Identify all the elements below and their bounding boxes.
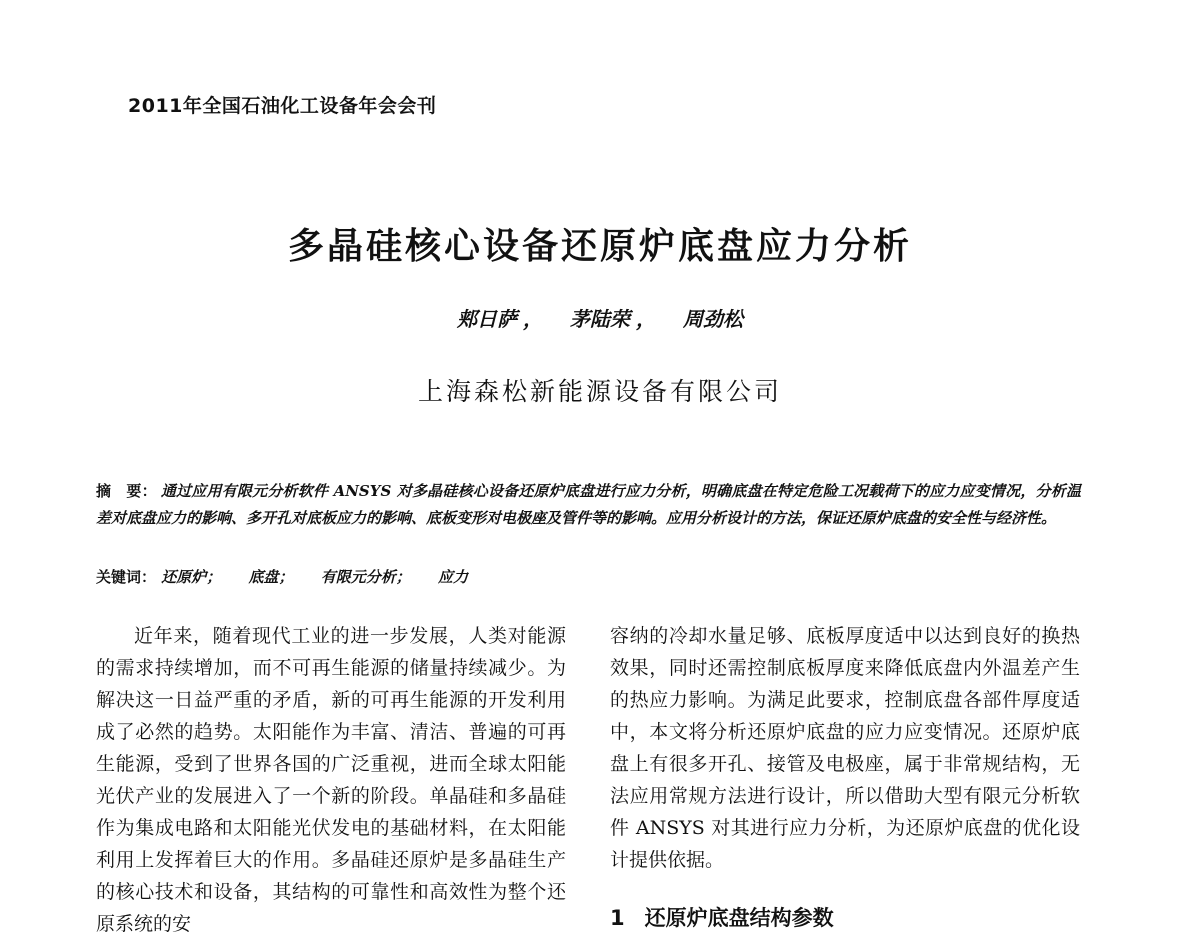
keywords (96, 566, 490, 587)
keyword-item: 应力 (438, 568, 469, 586)
author-name: 郏日萨 (457, 307, 518, 331)
abstract-text: 通过应用有限元分析软件 ANSYS 对多晶硅核心设备还原炉底盘进行应力分析，明确底盘在特定危险工况载荷下的应力应变情况，分析温差对底盘应力的影响、多开孔对底板应力的影响、底板变形对电极座及管件等的影响。应用分析设计的方法，保证还原炉底盘的安全性与经济性。 (96, 482, 1081, 527)
author-separator: ， (523, 307, 544, 331)
abstract (96, 478, 1081, 532)
keyword-item: 还原炉； (161, 568, 222, 586)
author-list (0, 303, 1200, 332)
keywords-label: 关键词： (96, 568, 157, 586)
abstract-label: 摘 要： (96, 482, 157, 500)
author-name: 茅陆荣 (570, 307, 630, 331)
section-title: 还原炉底盘结构参数 (644, 906, 834, 930)
affiliation: 上海森松新能源设备有限公司 (417, 377, 782, 406)
keyword-item: 底盘； (248, 568, 294, 586)
paper-title: 多晶硅核心设备还原炉底盘应力分析 (287, 226, 912, 267)
section-heading (610, 902, 834, 932)
body-column-right: 容纳的冷却水量足够、底板厚度适中以达到良好的换热效果，同时还需控制底板厚度来降低底盘内外温差产生的热应力影响。为满足此要求，控制底盘各部件厚度适中，本文将分析还原炉底盘的应力应变情况。还原炉底盘上有很多开孔、接管及电极座，属于非常规结构，无法应用常规方法进行设计，所以借助大型有限元分析软件 ANSYS 对其进行应力分析，为还原炉底盘的优化设计提供依据。 (610, 625, 1080, 871)
author-name: 周劲松 (682, 307, 743, 331)
section-number: 1 (610, 906, 625, 930)
author-separator: ， (636, 307, 656, 331)
running-header: 2011年全国石油化工设备年会会刊 (128, 95, 437, 117)
body-column-left: 近年来，随着现代工业的进一步发展，人类对能源的需求持续增加，而不可再生能源的储量持续减少。为解决这一日益严重的矛盾，新的可再生能源的开发利用成了必然的趋势。太阳能作为丰富、清洁、普遍的可再生能源，受到了世界各国的广泛重视，进而全球太阳能光伏产业的发展进入了一个新的阶段。单晶硅和多晶硅作为集成电路和太阳能光伏发电的基础材料，在太阳能利用上发挥着巨大的作用。多晶硅还原炉是多晶硅生产的核心技术和设备，其结构的可靠性和高效性为整个还原系统的安 (96, 625, 566, 935)
keyword-item: 有限元分析； (320, 568, 411, 586)
